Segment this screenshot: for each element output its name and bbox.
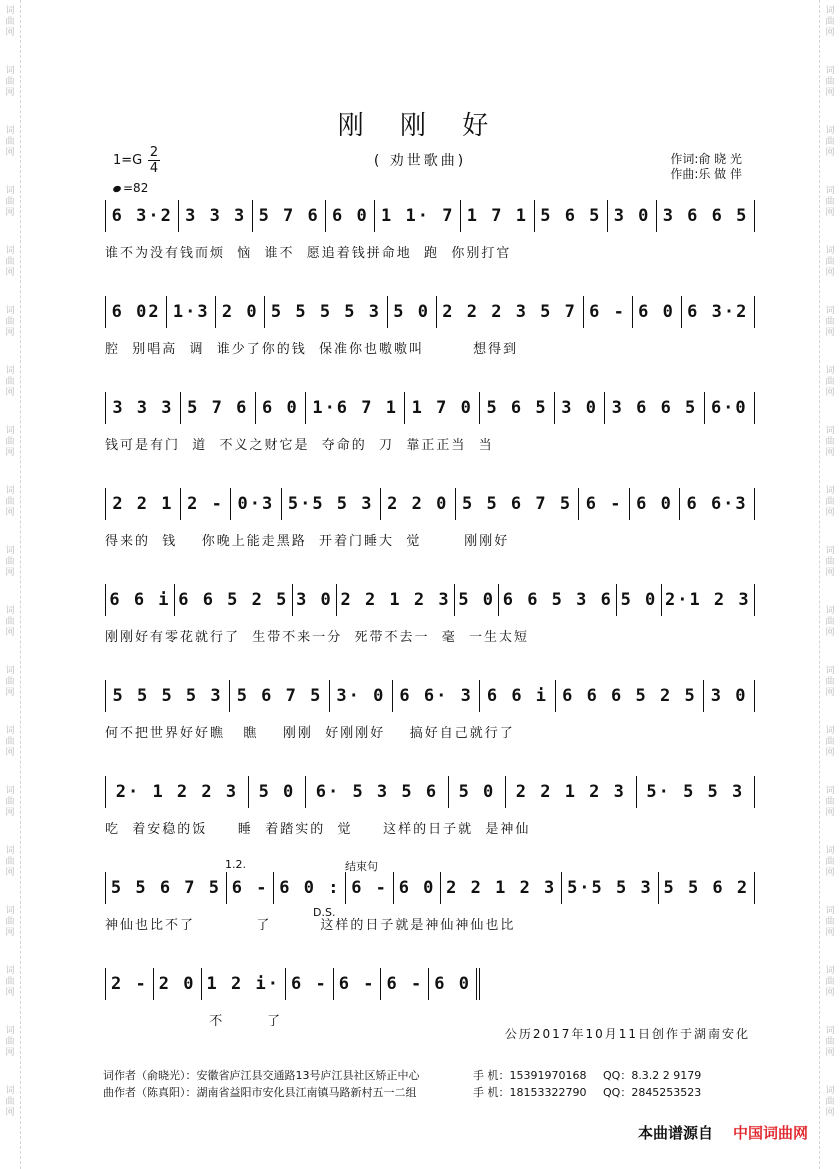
- measure: 2·1 2 3: [662, 584, 755, 616]
- lyric-line: 得来的 钱 你晚上能走黑路 开着门睡大 觉 刚刚好: [105, 534, 510, 549]
- watermark-text: 词 曲 网: [5, 966, 15, 998]
- watermark-text: 词 曲 网: [825, 66, 835, 98]
- measure: 1·3: [167, 296, 216, 328]
- measure: 5 0: [249, 776, 306, 808]
- measure: 5 7 6: [181, 392, 256, 424]
- watermark-text: 词 曲 网: [825, 786, 835, 818]
- measure: 5 6 7 5: [230, 680, 330, 712]
- source-label: 本曲谱源自: [637, 1124, 713, 1142]
- measure: 5 0: [617, 584, 661, 616]
- lyricist-credit: 作词:俞 晓 光: [670, 152, 742, 166]
- watermark-text: 词 曲 网: [5, 6, 15, 38]
- measure: 6 0 :: [274, 872, 346, 904]
- measure: 6 6 6 5 2 5: [556, 680, 705, 712]
- measure: 6 6·3: [680, 488, 755, 520]
- measure: 1 1· 7: [375, 200, 461, 232]
- measure: 6 0: [394, 872, 441, 904]
- measure: 6 -: [381, 968, 429, 1000]
- credits: [670, 152, 742, 182]
- lyric-line: 谁不为没有钱而烦 恼 谁不 愿追着钱拼命地 跑 你别打官: [105, 246, 512, 261]
- watermark-text: 词 曲 网: [5, 186, 15, 218]
- measure: 2 2 1 2 3: [337, 584, 455, 616]
- measure: 6·0: [705, 392, 755, 424]
- measure: 6 6· 3: [393, 680, 480, 712]
- measure: 6 -: [579, 488, 629, 520]
- lyricist-address: 词作者（俞晓光）：安徽省庐江县交通路13号庐江县社区矫正中心: [103, 1069, 420, 1082]
- watermark-text: 词 曲 网: [825, 726, 835, 758]
- measure: 6 02: [106, 296, 167, 328]
- watermark-text: 词 曲 网: [5, 126, 15, 158]
- tempo-value: =82: [123, 181, 149, 195]
- measure: 6 0: [429, 968, 480, 1000]
- measure: 5 5 5 5 3: [106, 680, 230, 712]
- time-signature: [148, 145, 160, 176]
- watermark-text: 词 曲 网: [825, 426, 835, 458]
- measure: 5 7 6: [253, 200, 326, 232]
- measure: 6 0: [326, 200, 375, 232]
- measure: 3 0: [704, 680, 755, 712]
- tempo-marking: [113, 181, 148, 195]
- measure: 5·5 5 3: [282, 488, 381, 520]
- measure: 1·6 7 1: [306, 392, 405, 424]
- watermark-text: 词 曲 网: [825, 6, 835, 38]
- watermark-text: 词 曲 网: [825, 486, 835, 518]
- composer-phone: 手 机：18153322790: [473, 1086, 587, 1099]
- notation-row: [105, 968, 480, 1000]
- measure: 2 2 2 3 5 7: [437, 296, 584, 328]
- notation-row: [105, 488, 755, 520]
- measure: 2 2 1 2 3: [506, 776, 637, 808]
- song-title: 刚 刚 好: [337, 111, 503, 141]
- measure: 6 -: [346, 872, 393, 904]
- measure: 1 7 0: [405, 392, 480, 424]
- watermark-text: 词 曲 网: [5, 846, 15, 878]
- lyricist-phone: 手 机：15391970168: [473, 1069, 587, 1082]
- watermark-text: 词 曲 网: [825, 126, 835, 158]
- lyricist-qq: QQ：8.3.2 2 9179: [603, 1069, 702, 1082]
- watermark-text: 词 曲 网: [5, 906, 15, 938]
- measure: 3 3 3: [106, 392, 181, 424]
- measure: 5 0: [455, 584, 499, 616]
- quarter-note-icon: [112, 185, 122, 193]
- watermark-text: 词 曲 网: [5, 486, 15, 518]
- watermark-text: 词 曲 网: [5, 666, 15, 698]
- watermark-text: 词 曲 网: [825, 846, 835, 878]
- measure: 5 0: [449, 776, 506, 808]
- lyric-line: 何不把世界好好瞧 瞧 刚刚 好刚刚好 搞好自己就行了: [105, 726, 515, 741]
- watermark-text: 词 曲 网: [825, 306, 835, 338]
- measure: 2 0: [154, 968, 202, 1000]
- measure: 5 5 5 5 3: [265, 296, 387, 328]
- composition-date: 公历2017年10月11日创作于湖南安化: [504, 1027, 750, 1041]
- source-credit: [638, 1122, 808, 1143]
- measure: 0·3: [231, 488, 281, 520]
- watermark-text: 词 曲 网: [5, 366, 15, 398]
- composer-contact: [96, 1071, 701, 1100]
- measure: 6 6 i: [480, 680, 555, 712]
- measure: 2 2 0: [381, 488, 456, 520]
- notation-row: [105, 776, 755, 808]
- watermark-text: 词 曲 网: [825, 666, 835, 698]
- watermark-column-right: [819, 0, 840, 1169]
- ending-bracket-label: 1.2.: [225, 858, 246, 871]
- key-signature: 1=G: [113, 153, 143, 168]
- measure: 3 0: [293, 584, 337, 616]
- watermark-text: 词 曲 网: [825, 1026, 835, 1058]
- source-brand-link[interactable]: 中国词曲网: [732, 1124, 808, 1142]
- measure: 2 2 1: [106, 488, 181, 520]
- measure: 6 3·2: [682, 296, 755, 328]
- watermark-text: 词 曲 网: [825, 366, 835, 398]
- measure: 2 -: [181, 488, 231, 520]
- watermark-text: 词 曲 网: [825, 966, 835, 998]
- measure: 6 -: [334, 968, 382, 1000]
- measure: 3 6 6 5: [605, 392, 704, 424]
- notation-row: [105, 296, 755, 328]
- measure: 3 6 6 5: [657, 200, 755, 232]
- measure: 5 5 6 7 5: [456, 488, 580, 520]
- measure: 6· 5 3 5 6: [306, 776, 449, 808]
- measure: 5 5 6 7 5: [106, 872, 227, 904]
- measure: 2 2 1 2 3: [441, 872, 562, 904]
- lyric-line: 不 了: [105, 1014, 283, 1029]
- time-signature-top: 2: [149, 145, 159, 160]
- measure: 3 3 3: [179, 200, 252, 232]
- composer-credit: 作曲:乐 做 伴: [670, 167, 742, 181]
- measure: 2· 1 2 2 3: [106, 776, 249, 808]
- watermark-column-left: [0, 0, 21, 1169]
- notation-row: [105, 584, 755, 616]
- composer-address: 曲作者（陈真阳）：湖南省益阳市安化县江南镇马路新村五一二组: [103, 1086, 417, 1099]
- lyric-line: 神仙也比不了 了 这样的日子就是神仙神仙也比: [105, 918, 516, 933]
- watermark-text: 词 曲 网: [825, 246, 835, 278]
- watermark-text: 词 曲 网: [825, 606, 835, 638]
- time-signature-bottom: 4: [149, 161, 159, 176]
- measure: 1 7 1: [461, 200, 534, 232]
- measure: 3· 0: [330, 680, 393, 712]
- watermark-text: 词 曲 网: [825, 546, 835, 578]
- lyric-line: 刚刚好有零花就行了 生带不来一分 死带不去一 毫 一生太短: [105, 630, 530, 645]
- measure: 5· 5 5 3: [637, 776, 755, 808]
- watermark-text: 词 曲 网: [5, 246, 15, 278]
- notation-row: [105, 392, 755, 424]
- measure: 2 0: [216, 296, 265, 328]
- measure: 1 2 i·: [202, 968, 286, 1000]
- watermark-text: 词 曲 网: [5, 306, 15, 338]
- watermark-text: 词 曲 网: [5, 66, 15, 98]
- composer-qq: QQ：2845253523: [603, 1086, 702, 1099]
- measure: 5 0: [388, 296, 437, 328]
- measure: 5 5 6 2: [659, 872, 755, 904]
- notation-row: [105, 200, 755, 232]
- lyric-line: 腔 别唱高 调 谁少了你的钱 保准你也嗷嗷叫 想得到: [105, 342, 519, 357]
- measure: 2 -: [106, 968, 154, 1000]
- watermark-text: 词 曲 网: [825, 1086, 835, 1118]
- measure: 6 0: [630, 488, 680, 520]
- lyric-line: 钱可是有门 道 不义之财它是 夺命的 刀 靠正正当 当: [105, 438, 494, 453]
- watermark-text: 词 曲 网: [5, 726, 15, 758]
- measure: 6 6 5 2 5: [175, 584, 293, 616]
- notation-row: [105, 872, 755, 904]
- measure: 6 6 5 3 6: [499, 584, 617, 616]
- measure: 5·5 5 3: [562, 872, 658, 904]
- measure: 6 -: [227, 872, 274, 904]
- watermark-text: 词 曲 网: [5, 786, 15, 818]
- measure: 6 6 i: [106, 584, 175, 616]
- watermark-text: 词 曲 网: [825, 186, 835, 218]
- measure: 6 0: [633, 296, 682, 328]
- watermark-text: 词 曲 网: [5, 546, 15, 578]
- watermark-text: 词 曲 网: [5, 426, 15, 458]
- measure: 6 -: [584, 296, 633, 328]
- watermark-text: 词 曲 网: [5, 1026, 15, 1058]
- coda-label: 结束句: [345, 860, 378, 873]
- measure: 6 0: [256, 392, 306, 424]
- lyric-line: 吃 着安稳的饭 睡 着踏实的 觉 这样的日子就 是神仙: [105, 822, 531, 837]
- song-subtitle: ( 劝世歌曲): [373, 153, 467, 169]
- measure: 3 0: [555, 392, 605, 424]
- measure: 5 6 5: [535, 200, 608, 232]
- measure: 6 -: [286, 968, 334, 1000]
- notation-row: [105, 680, 755, 712]
- measure: 3 0: [608, 200, 657, 232]
- watermark-text: 词 曲 网: [825, 906, 835, 938]
- watermark-text: 词 曲 网: [5, 1086, 15, 1118]
- measure: 5 6 5: [480, 392, 555, 424]
- dal-segno-mark: D.S.: [313, 906, 336, 919]
- measure: 6 3·2: [106, 200, 179, 232]
- watermark-text: 词 曲 网: [5, 606, 15, 638]
